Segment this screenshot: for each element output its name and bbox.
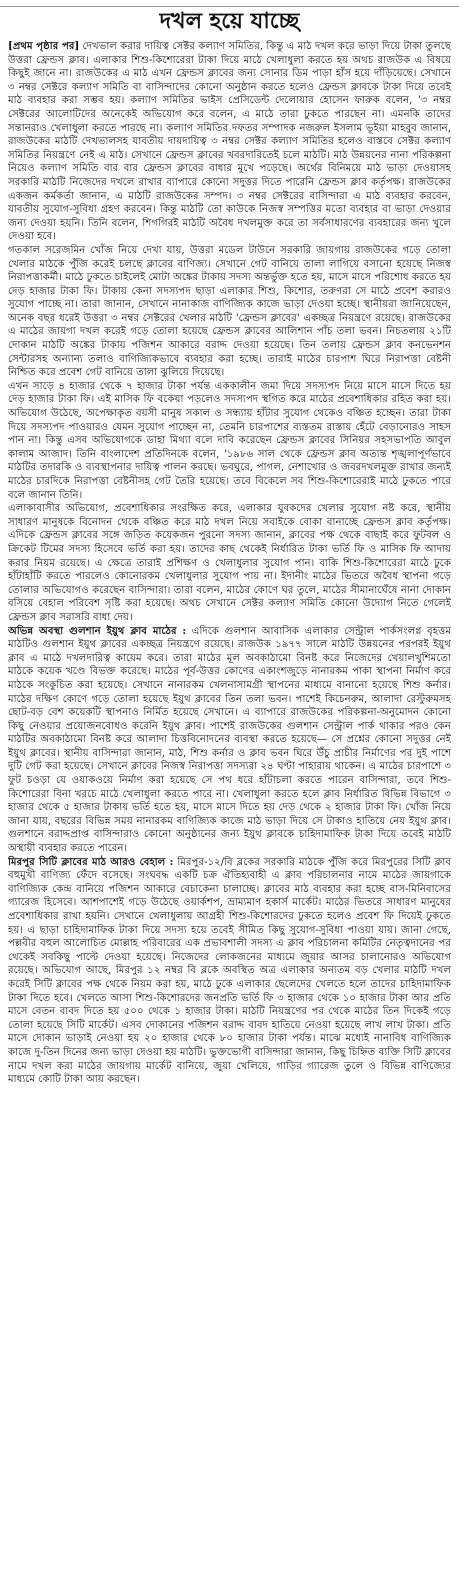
paragraph-text: গতকাল সরেজমিন খোঁজ নিয়ে দেখা যায়, উত্তরা মডেল টাউনে সরকারি জায়গায় রাজউকের গড়ে তোলা খেলার মাঠকে পুঁজি করেই চলছে ক্লাবের বাণিজ্য। সেখানে গেট বানিয়ে তালা লাগিয়ে বসানো হয়েছে নিজস্ব নিরাপত্তাকর্মী। মাঠে ঢুকতে চাইলেই মোটা অঙ্কের টাকায় সদস্য অন্তর্ভুক্ত হতে হয়, মাসে মাসে পরিশোধ করতে হয় দেড় হাজার টাকা ফি। টাকায় কেনা সদস্যপদ ছাড়া এলাকার শিশু, কিশোর, তরুণরা সে মাঠে প্রবেশ করারও সুযোগ পাচ্ছে না। তারা জানান, সেখানে নানাকাজ বাণিজ্যিক কাজে ভাড়া দেওয়া হচ্ছে। স্থানীয়রা জানিয়েছেন, অনেক বছর ধরেই উত্তরা ৩ নম্বর সেক্টরের খেলার মাঠটি 'ফ্রেন্ডস ক্লাবের' একচ্ছত্র নিয়ন্ত্রণে রয়েছে। রাজউকের এ মাঠের জায়গা দখল করেই গড়ে তোলা হয়েছে ফ্রেন্ডস ক্লাবের আলিশান পাঁচ তলা ভবন। নিচতলায় ২১টি দোকান মাঠটি অঙ্কের টাকায় পজিশন আকারে বরাদ্দ দেওয়া হয়েছে। তিন তলায় ফ্রেন্ডস ক্লাব কনভেনশন সেন্টারসহ অন্যান্য তলাও বাণিজ্যিকভাবে ব্যবহার করা হচ্ছে। তারাই মাঠের চারপাশ ঘিরে নিরাপত্তা বেষ্টনী নিশ্চিত করে প্রবেশ গেট বানিয়ে তালা ঝুলিয়ে দিয়েছে। [8, 244, 451, 379]
paragraph [8, 40, 451, 244]
paragraph [8, 380, 451, 502]
paragraph-text: এখন সাড়ে ৪ হাজার থেকে ৭ হাজার টাকা পর্যন্ত এককালীন জমা দিয়ে সদস্যপদ নিয়ে মাসে মাসে দিতে হয় দেড় হাজার টাকা ফি। এই মাসিক ফি বকেয়া পড়লেও সদস্যপদ স্থগিত করে মাঠের প্রবেশাধিকার রহিত করা হয়। অভিযোগ উঠেছে, অপেক্ষাকৃত বয়সী মানুষ সকাল ও সন্ধ্যায় হাঁটার সুযোগ থেকেও বঞ্চিত হচ্ছেন। তারা টাকা দিয়ে সদস্যপদ পাওয়ারও যেমন সুযোগ পাচ্ছেন না, তেমনি চারপাশের ব্যস্ততম রাস্তায় হেঁটে বেড়ানোরও সাহস পান না। কিন্তু এসব অভিযোগকে ডাহা মিথ্যা বলে দাবি করেছেন ফ্রেন্ডস ক্লাবের সিনিয়র সহসভাপতি আবুল কালাম আজাদ। তিনি বাংলাদেশ প্রতিদিনকে বলেন, '১৯৮৬ সাল থেকে ফ্রেন্ডস ক্লাব অত্যন্ত শৃঙ্খলাপূর্ণভাবে মাঠটির তদারকি ও ব্যবস্থাপনার দায়িত্ব পালন করছে। ভবঘুরে, পাগল, নেশাখোর ও জবরদখলমুক্ত রাখার জন্যই মাঠের চারদিকে নিরাপত্তা বেষ্টনীসহ গেট তৈরি হয়েছে। তবে বিকেলে সব শিশু-কিশোরেরাই মাঠে ঢুকতে পারে বলে জানান তিনি। [8, 380, 451, 501]
paragraph-text: দেখভাল করার দায়িত্ব সেক্টর কল্যাণ সমিতির, কিন্তু এ মাঠ দখল করে ভাড়া দিয়ে টাকা তুলছে উত্তরা ফ্রেন্ডস ক্লাব। এলাকার শিশু-কিশোরেরা টাকা দিয়ে মাঠে খেলাধুলা করতে হয় অথচ রাজউক এ বিষয়ে কিছুই জানে না। রাজউকের এ মাঠ এখন ফ্রেন্ডস ক্লাবের জন্য সোনার ডিম পাড়া হাঁস হয়ে দাঁড়িয়েছে। সেখানে ৩ নম্বর সেক্টরে কল্যাণ সমিতি বা বাসিন্দাদের কোনো অনুষ্ঠান করতে হলেও ফ্রেন্ডস ক্লাবকে টাকা দিয়ে তবেই মাঠ ব্যবহার করা সম্ভব হয়। কল্যাণ সমিতির ভাইস প্রেসিডেন্ট দেলোয়ার হোসেন ফারুক বলেন, '৩ নম্বর সেক্টরের আলোটিদের অনেকেই অভিযোগ করে বলেন, এ মাঠে তারা ঢুকতে পারছেন না। এমনকি তাদের সন্তানরাও খেলাধুলা করতে পারছে না। কল্যাণ সমিতির দফতর সম্পাদক নজরুল ইসলাম ভূইয়া মাহবুব জানান, রাজউকের মাঠটি দেখভালসহ যাবতীয় দায়দায়িত্ব ৩ নম্বর সেক্টর কল্যাণ সমিতির হলেও বাস্তবে সেক্টর কল্যাণ সমিতির নিয়ন্ত্রণে নেই এ মাঠ। সেখানে ফ্রেন্ডস ক্লাবের খবরদারিতেই চলে মাঠটি। মাঠ উন্নয়নের নানা পরিকল্পনা নিয়েও কল্যাণ সমিতি বার বার ফ্রেন্ডস ক্লাবের বাধার মুখে পড়েছে। অর্থের বিনিময়ে মাঠ ভাড়া দেওয়াসহ সরকারি মাঠটি নিজেদের দখলে রাখার ব্যাপারে কোনো সদুত্তর দিতে পারেনি ফ্রেন্ডস ক্লাব কর্তৃপক্ষ। রাজউকের একজন কর্মকর্তা জানান, এ মাঠটি রাজউকের সম্পদ। ৩ নম্বর সেক্টরের বাসিন্দারা এ মাঠ ব্যবহার করবেন, যাবতীয় সুযোগ-সুবিধা গ্রহণ করবেন। কিন্তু মাঠটি তো কাউকে নিজস্ব সম্পত্তির মতো ব্যবহার বা ভাড়া দেওয়ার জন্য দেওয়া হয়নি। তিনি বলেন, শিগগিরই মাঠটি অবৈধ দখলমুক্ত করে তা সর্বসাধারণের ব্যবহারের জন্য খুলে দেওয়া হবে। [8, 41, 451, 243]
paragraph [8, 502, 451, 624]
paragraph [8, 625, 451, 856]
article-body [8, 40, 451, 1570]
paragraph [8, 856, 451, 1087]
continuation-marker: [প্রথম পৃষ্ঠার পর] [8, 40, 80, 52]
paragraph-text: মিরপুর-১২/বি ব্লকের সরকারি মাঠকে পুঁজি করে মিরপুরের সিটি ক্লাব বহুমুখী বাণিজ্য ফেঁদে বসেছে। সংঘবদ্ধ একটি চক্র ঐতিহ্যবাহী এ ক্লাব পরিচালনার নামে মাঠের জায়গাকে বাণিজ্যিক কেন্দ্র বানিয়ে পজিশন আকারে বেচাকেনা চালাচ্ছে। ক্লাবের মাঠ ব্যবহার করা হচ্ছে বাস-মিনিবাসের গ্যারেজ হিসেবে। আশপাশেই গড়ে উঠেছে ওয়ার্কশপ, ভ্রাম্যমাণ হকার্স মার্কেট। মাঠের ভিতরে সাধারণ মানুষের প্রবেশাধিকার রাখা হয়নি। সেখানে খেলাধুলায় আগ্রহী শিশু-কিশোরদের ঢুকতে হলেও প্রবেশ ফি দিয়েই ঢুকতে হয়। এ ছাড়া চাহিদামাফিক টাকা দিয়ে সদস্য হয়ে তবেই সীমিত কিছু সুযোগ-সুবিধা পাওয়া যায়। জানা গেছে, পল্লবীর বহুল আলোচিত মোল্লাহ পরিবারের এক প্রভাবশালী সদস্য এ ক্লাব পরিচালনা কমিটির নেতৃত্বদানের পর থেকেই সবকিছু পাল্টে দেওয়া হয়েছে। নিজেদের লোকজনের মাধ্যমে জুয়ার আসর চালানোরও অভিযোগ রয়েছে। অভিযোগ আছে, মিরপুর ১২ নম্বর বি ব্লকে অবস্থিত অত্র এলাকার অন্যতম বড় খেলার মাঠটি দখল করেই সিটি ক্লাবের পক্ষ থেকে নিয়ম করা হয়, মাঠে ঢুকে এলাকার ছেলেদের খেলতে হলে তাদের চাহিদামাফিক টাকা দিতে হবে। খেলতে আসা শিশু-কিশোরদের জনপ্রতি ভর্তি ফি ৩ হাজার থেকে ১০ হাজার টাকা আর প্রতি মাসে বেতন বাবদ দিতে হয় ৫০০ থেকে ১ হাজার টাকা। মাঠটি নিয়ন্ত্রণের পর থেকে মাঠের তিন দিকেই গড়ে তোলা হয়েছে সিটি মার্কেট। এসব দোকানের পজিশন বরাদ্দ বাবদ হাতিয়ে নেওয়া হয়েছে লাখ লাখ টাকা। প্রতি মাসে দোকান ভাড়াই নেওয়া হয় ২০ হাজার থেকে ৮০ হাজার টাকা পর্যন্ত। মাঝে মধ্যেই নানাবিধ বাণিজ্যিক কাজে দু-তিন দিনের জন্য ভাড়া দেওয়া হয় মাঠটি। ভুক্তভোগী বাসিন্দারা জানান, কিছু চিহ্নিত ব্যক্তি সিটি ক্লাবের নামে দখল করা মাঠের জায়গায় মার্কেট বানিয়ে, জুয়া খেলিয়ে, গাড়ির গ্যারেজ তুলে ও বিভিন্ন বাণিজ্যের মাধ্যমে কোটি টাকা আয় করছেন। [8, 856, 451, 1086]
section-subheading: অভিন্ন অবস্থা গুলশান ইয়ুথ ক্লাব মাঠের : [8, 624, 187, 637]
section-subheading: মিরপুর সিটি ক্লাবের মাঠ আরও বেহাল : [8, 855, 174, 868]
paragraph [8, 244, 451, 380]
paragraph-text: এদিকে গুলশান আবাসিক এলাকার সেন্ট্রাল পার্কসংলগ্ন বৃহত্তম মাঠটিও গুলশান ইয়ুথ ক্লাবের একচ্ছত্র নিয়ন্ত্রণে রয়েছে। রাজউক ১৯৭৭ সালে মাঠটি উন্নয়নের পরপরই ইয়ুথ ক্লাব এ মাঠে দখলদারিত্ব কায়েম করে। তারা মাঠের মূল অবকাঠামো বিনষ্ট করে নিজেদের খেয়ালখুশিমতো মাঠকে কয়েক খণ্ডে বিভক্ত করেছে। মাঠের পূর্ব-উত্তর কোণের একাংশজুড়ে নানারকম পাকা স্থাপনা নির্মাণ করে মাঠকে সংকুচিত করা হয়েছে। সেখানে নানারকম খেলনাসামগ্রী স্থাপনের মাধ্যমে বানানো হয়েছে শিশু কর্নার। মাঠের দক্ষিণ কোণে গড়ে তোলা হয়েছে ইয়ুথ ক্লাবের তিন তলা ভবন। পাশেই কিচেনরুম, আলাদা রেস্টুরুমসহ ছোট-বড় বেশ কয়েকটি স্থাপনাও নির্মিত হয়েছে সেখানে। এ ব্যাপারে রাজউকের পরিকল্পনা-অনুমোদন কোনো কিছু নেওয়ার প্রয়োজনবোধও করেনি ইয়ুথ ক্লাব। পাশেই রাজউকের গুলশান সেন্ট্রাল পার্ক থাকার পরও কেন মাঠটির অবকাঠামো বিনষ্ট করে আলাদা চিত্তবিনোদনের ব্যবস্থা করতে হয়েছে— সে প্রশ্নের কোনো সদুত্তর নেই ইয়ুথ ক্লাবের। স্থানীয় বাসিন্দারা জানান, মাঠ, শিশু কর্নার ও ক্লাব ভবন ঘিরে উঁচু প্রাচীর নির্মাণের পর দুই পাশে দুটি গেট করা হয়েছে। সেখানে ক্লাবের নিজস্ব নিরাপত্তা সদস্যরা ২৪ ঘণ্টা পাহারায় থাকেন। এ মাঠের চারপাশে ৩ ফুট চওড়া যে ওয়াকওয়ে নির্মাণ করা হয়েছে সে পথ ধরে হাঁটাচলা করতে পারেন বাসিন্দারা, তবে শিশু-কিশোরেরা বিনা খরচে মাঠে খেলাধুলা করতে পারে না। খেলাধুলা করতে হলে ক্লাব নির্ধারিত বিভিন্ন বিভাগে ৩ হাজার থেকে ৫ হাজার টাকায় ভর্তি হতে হয়, মাসে মাসে দিতে হয় দেড় থেকে ২ হাজার টাকা ফি। খোঁজ নিয়ে জানা যায়, বছরের বিভিন্ন সময় নানারকম বাণিজ্যিক কাজে মাঠ ভাড়া দিয়ে সে টাকাও হাতিয়ে নেয় ইয়ুথ ক্লাব। গুলশানে বরাদ্দপ্রাপ্ত বাসিন্দারাও কোনো অনুষ্ঠানের জন্য ইয়ুথ ক্লাবকে চাহিদামাফিক টাকা দিয়ে তবেই মাঠটি অস্থায়ী ব্যবহার করতে পারেন। [8, 625, 451, 855]
paragraph-text: এলাকাবাসীর অভিযোগ, প্রবেশাধিকার সংরক্ষিত করে, এলাকার যুবকদের খেলার সুযোগ নষ্ট করে, স্থানীয় সাধারণ মানুষকে বিনোদন থেকে বঞ্চিত করে মাঠ দখল নিয়ে সবাইকে বোকা বানাচ্ছে ফ্রেন্ডস ক্লাব কর্তৃপক্ষ। এদিকে ফ্রেন্ডস ক্লাবের সঙ্গে জড়িত কয়েকজন পুরনো সদস্য জানান, ক্লাবের পক্ষ থেকে বাছাই করে ফুটবল ও ক্রিকেট টিমের সদস্য হিসেবে ভর্তি করা হয়। তাদের কাছ থেকেই নির্ধারিত টাকা ভর্তি ফি ও মাসিক ফি আদায় করার নিয়ম রয়েছে। এ ক্ষেত্রে তারাই প্রশিক্ষণ ও খেলাধুলার সুযোগ পান। বাকি শিশু-কিশোরেরা মাঠে ঢুকে হাঁটাহাঁটি করতে পারলেও কোনোরকম খেলাধুলার সুযোগ পায় না। ইদানীং মাঠের ভিতরে অবৈধ স্থাপনা গড়ে তোলার অভিযোগও করেছেন বাসিন্দারা। তারা বলেন, মাঠের কোণে ঘর তুলে, মাঠের সীমানাঘেঁষে নানা দোকান বসিয়ে বেহাল পরিবেশ সৃষ্টি করা হয়েছে। অথচ সেখানে সেক্টর কল্যাণ সমিতি কোনো উদ্যোগ নিতে গেলেই ফ্রেন্ডস ক্লাব সরাসরি বাধা দেয়। [8, 503, 451, 623]
top-border [0, 0, 459, 7]
article-headline: দখল হয়ে যাচ্ছে [159, 8, 300, 34]
